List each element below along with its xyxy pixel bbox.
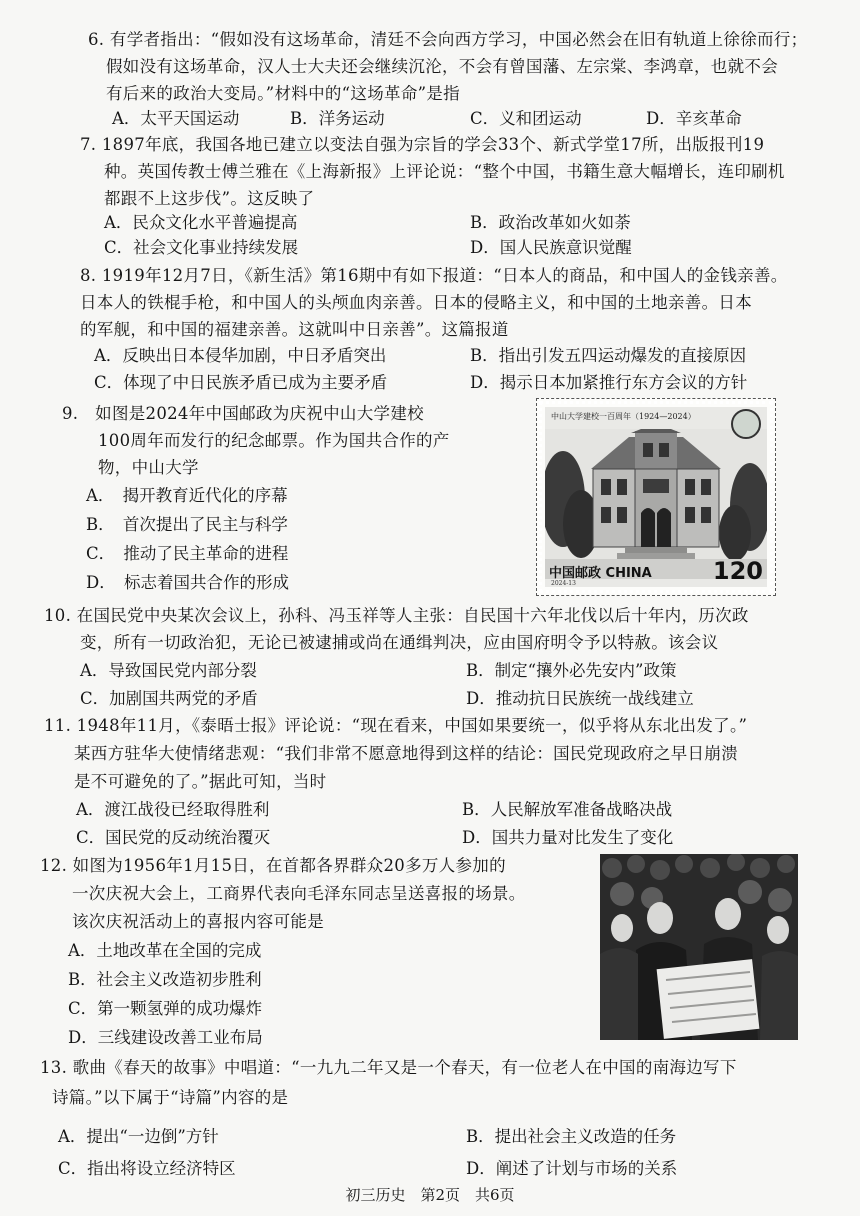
option-d[interactable]: D． 标志着国共合作的形成 — [86, 573, 289, 592]
commemorative-stamp-image — [536, 398, 776, 596]
question-stem-line: 有后来的政治大变局。”材料中的“这场革命”是指 — [106, 84, 460, 103]
option-a[interactable]: A．反映出日本侵华加剧，中日矛盾突出 — [94, 346, 387, 365]
option-b[interactable]: B． 首次提出了民主与科学 — [86, 515, 288, 534]
question-stem-line: 日本人的铁棍手枪，和中国人的头颅血肉亲善。日本的侵略主义，和中国的土地亲善。日本 — [80, 293, 752, 312]
option-b[interactable]: B．政治改革如火如荼 — [470, 213, 631, 232]
option-d[interactable]: D．揭示日本加紧推行东方会议的方针 — [470, 373, 748, 392]
option-c[interactable]: C． 推动了民主革命的进程 — [86, 544, 289, 563]
option-a[interactable]: A．导致国民党内部分裂 — [80, 661, 257, 680]
option-b[interactable]: B．制定“攘外必先安内”政策 — [466, 661, 677, 680]
stamp-value: 120 — [712, 557, 763, 585]
stamp-picture — [545, 407, 767, 587]
option-d[interactable]: D．辛亥革命 — [646, 109, 742, 128]
option-b[interactable]: B．社会主义改造初步胜利 — [68, 970, 262, 989]
crowd-scene-illustration — [600, 854, 798, 1040]
stamp-caption: 中山大学建校一百周年（1924—2024） — [551, 412, 696, 421]
question-stem-line: 100周年而发行的纪念邮票。作为国共合作的产 — [98, 431, 450, 450]
question-stem-line: 物，中山大学 — [98, 458, 199, 477]
question-stem-line: 诗篇。”以下属于“诗篇”内容的是 — [52, 1088, 289, 1107]
option-a[interactable]: A．太平天国运动 — [112, 109, 240, 128]
question-stem-line: 12. 如图为1956年1月15日，在首都各界群众20多万人参加的 — [40, 856, 506, 875]
option-a[interactable]: A． 揭开教育近代化的序幕 — [86, 486, 288, 505]
option-c[interactable]: C．国民党的反动统治覆灭 — [76, 828, 271, 847]
question-stem-line: 变，所有一切政治犯，无论已被逮捕或尚在通缉判决，应由国府明令予以特赦。该会议 — [80, 633, 719, 652]
question-stem-line: 都跟不上这步伐”。这反映了 — [104, 189, 315, 208]
question-stem-line: 某西方驻华大使情绪悲观：“我们非常不愿意地得到这样的结论：国民党现政府之早日崩溃 — [74, 744, 738, 763]
option-c[interactable]: C．第一颗氢弹的成功爆炸 — [68, 999, 263, 1018]
question-stem-line: 一次庆祝大会上，工商界代表向毛泽东同志呈送喜报的场景。 — [72, 884, 526, 903]
question-stem-line: 7. 1897年底，我国各地已建立以变法自强为宗旨的学会33个、新式学堂17所，出版报刊19 — [80, 135, 765, 154]
option-c[interactable]: C．加剧国共两党的矛盾 — [80, 689, 258, 708]
celebration-photo — [600, 854, 798, 1040]
question-stem-line: 种。英国传教士傅兰雅在《上海新报》上评论说：“整个中国，书籍生意大幅增长，连印刷机 — [104, 162, 785, 181]
option-b[interactable]: B．洋务运动 — [290, 109, 385, 128]
question-stem-line: 6. 有学者指出：“假如没有这场革命，清廷不会向西方学习，中国必然会在旧有轨道上徐徐而行； — [88, 30, 808, 49]
option-c[interactable]: C．义和团运动 — [470, 109, 582, 128]
option-d[interactable]: D．阐述了计划与市场的关系 — [466, 1159, 678, 1178]
university-emblem-icon — [731, 409, 761, 439]
question-stem-line: 13. 歌曲《春天的故事》中唱道：“一九九二年又是一个春天，有一位老人在中国的南海边写下 — [40, 1058, 737, 1077]
question-stem-line: 假如没有这场革命，汉人士大夫还会继续沉沦，不会有曾国藩、左宗棠、李鸿章，也就不会 — [106, 57, 778, 76]
option-d[interactable]: D．三线建设改善工业布局 — [68, 1028, 263, 1047]
option-b[interactable]: B．人民解放军准备战略决战 — [462, 800, 673, 819]
option-a[interactable]: A．民众文化水平普遍提高 — [104, 213, 298, 232]
question-stem-line: 11. 1948年11月，《泰晤士报》评论说：“现在看来，中国如果要统一，似乎将从东北出发了。” — [44, 716, 748, 735]
option-b[interactable]: B．提出社会主义改造的任务 — [466, 1127, 677, 1146]
option-c[interactable]: C．体现了中日民族矛盾已成为主要矛盾 — [94, 373, 388, 392]
option-d[interactable]: D．国人民族意识觉醒 — [470, 238, 632, 257]
stamp-code: 2024-13 — [551, 580, 576, 587]
option-b[interactable]: B．指出引发五四运动爆发的直接原因 — [470, 346, 747, 365]
question-stem-line: 该次庆祝活动上的喜报内容可能是 — [72, 912, 324, 931]
question-stem-line: 9. 如图是2024年中国邮政为庆祝中山大学建校 — [62, 404, 424, 423]
question-stem-line: 10. 在国民党中央某次会议上，孙科、冯玉祥等人主张：自民国十六年北伐以后十年内，历次政 — [44, 606, 749, 625]
page-footer: 初三历史 第2页 共6页 — [345, 1186, 515, 1204]
option-d[interactable]: D．推动抗日民族统一战线建立 — [466, 689, 694, 708]
question-stem-line: 的军舰，和中国的福建亲善。这就叫中日亲善”。这篇报道 — [80, 320, 509, 339]
option-d[interactable]: D．国共力量对比发生了变化 — [462, 828, 674, 847]
option-a[interactable]: A．提出“一边倒”方针 — [58, 1127, 219, 1146]
stamp-brand: 中国邮政 CHINA — [549, 566, 652, 581]
option-c[interactable]: C．社会文化事业持续发展 — [104, 238, 299, 257]
question-stem-line: 8. 1919年12月7日，《新生活》第16期中有如下报道：“日本人的商品，和中国人的金钱亲善。 — [80, 266, 788, 285]
option-a[interactable]: A．渡江战役已经取得胜利 — [76, 800, 270, 819]
option-c[interactable]: C．指出将设立经济特区 — [58, 1159, 236, 1178]
option-a[interactable]: A．土地改革在全国的完成 — [68, 941, 262, 960]
question-stem-line: 是不可避免的了。”据此可知，当时 — [74, 772, 327, 791]
